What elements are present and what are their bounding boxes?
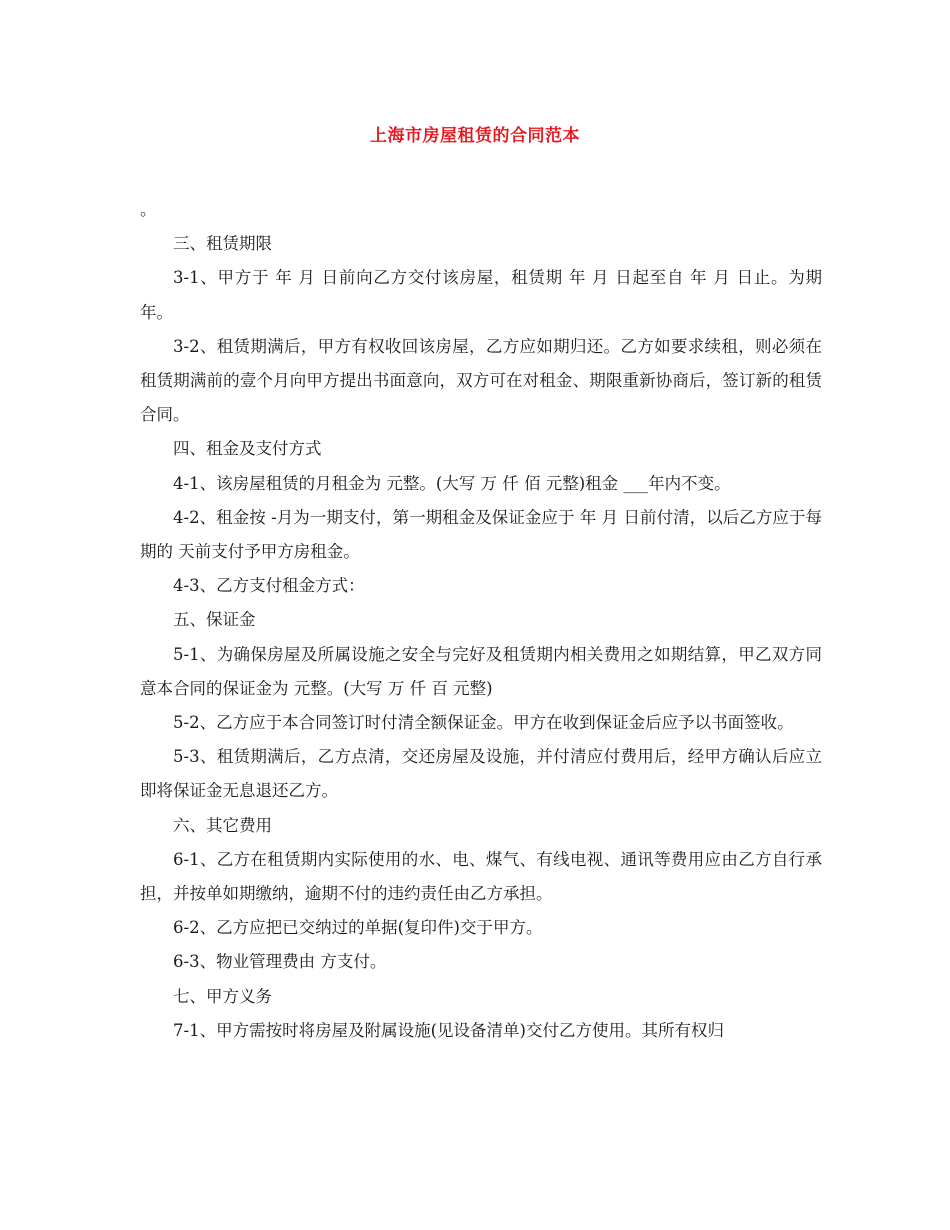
clause-3-2: 3-2、租赁期满后，甲方有权收回该房屋，乙方应如期归还。乙方如要求续租，则必须在租赁期满前的壹个月向甲方提出书面意向，双方可在对租金、期限重新协商后，签订新的租赁合同。 — [140, 336, 822, 425]
section-heading-party-a-duties: 七、甲方义务 — [173, 986, 272, 1006]
clause-6-2: 6-2、乙方应把已交纳过的单据(复印件)交于甲方。 — [173, 918, 543, 938]
clause-6-1: 6-1、乙方在租赁期内实际使用的水、电、煤气、有线电视、通讯等费用应由乙方自行承担，并按单如期缴纳，逾期不付的违约责任由乙方承担。 — [140, 849, 822, 904]
clause-4-3: 4-3、乙方支付租金方式： — [173, 576, 365, 596]
clause-4-1: 4-1、该房屋租赁的月租金为 元整。(大写 万 仟 佰 元整)租金 ___年内不变。 — [173, 473, 731, 493]
clause-4-2: 4-2、租金按 -月为一期支付，第一期租金及保证金应于 年 月 日前付清，以后乙方应于每期的 天前支付予甲方房租金。 — [140, 507, 822, 562]
section-heading-lease-term: 三、租赁期限 — [173, 234, 272, 254]
clause-6-3: 6-3、物业管理费由 方支付。 — [173, 952, 387, 972]
document-title: 上海市房屋租赁的合同范本 — [370, 126, 580, 146]
clause-7-1: 7-1、甲方需按时将房屋及附属设施(见设备清单)交付乙方使用。其所有权归 — [173, 1020, 724, 1040]
clause-5-2: 5-2、乙方应于本合同签订时付清全额保证金。甲方在收到保证金后应予以书面签收。 — [173, 713, 794, 733]
clause-5-1: 5-1、为确保房屋及所属设施之安全与完好及租赁期内相关费用之如期结算，甲乙双方同意本合同的保证金为 元整。(大写 万 仟 百 元整) — [140, 644, 822, 698]
section-heading-rent-payment: 四、租金及支付方式 — [173, 439, 322, 459]
section-heading-other-fees: 六、其它费用 — [173, 815, 272, 835]
clause-3-1: 3-1、甲方于 年 月 日前向乙方交付该房屋，租赁期 年 月 日起至自 年 月 日止。为期 年。 — [140, 268, 822, 322]
document-body — [140, 193, 822, 1048]
section-heading-deposit: 五、保证金 — [173, 610, 256, 630]
paragraph-leading-mark: 。 — [140, 200, 157, 219]
clause-5-3: 5-3、租赁期满后，乙方点清，交还房屋及设施，并付清应付费用后，经甲方确认后应立即将保证金无息退还乙方。 — [140, 747, 822, 801]
